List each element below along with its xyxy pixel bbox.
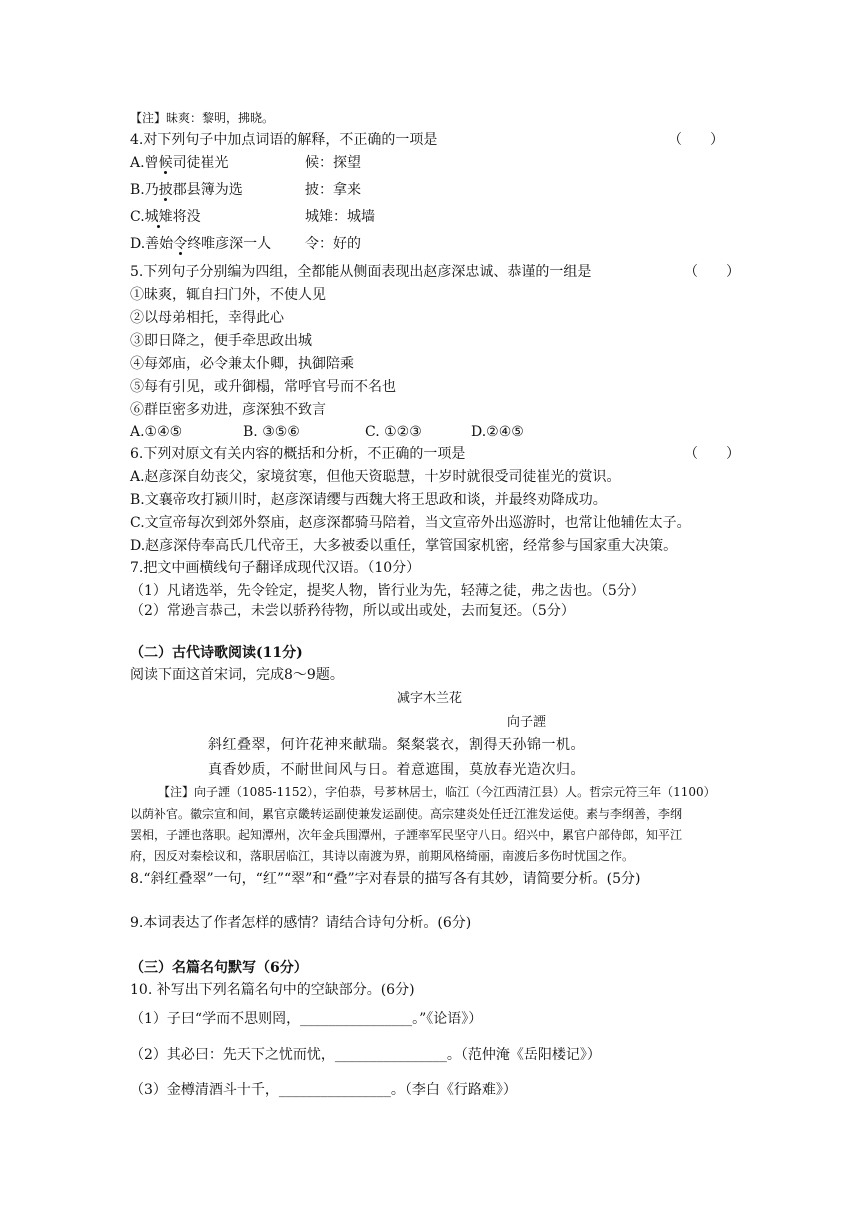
section-3-title: （三）名篇名句默写（6分）	[130, 960, 308, 976]
question-4-stem: 4.对下列句子中加点词语的解释，不正确的一项是	[130, 132, 438, 148]
q5-item-4: ④每郊庙，必令兼太仆卿，执御陪乘	[130, 356, 354, 372]
answer-paren: （ ）	[668, 132, 724, 148]
option-c-gloss: 城雉：城墙	[305, 209, 375, 225]
q5-choice-a: A.①④⑤	[130, 424, 183, 440]
q5-item-5: ⑤每有引见，或升御榻，常呼官号而不名也	[130, 379, 396, 395]
dotted-word: 令	[173, 236, 188, 252]
poem-line-2: 真香妙质，不耐世间风与日。着意遮围，莫放春光造次归。	[208, 762, 585, 778]
question-8: 8.“斜红叠翠”一句，“红”“翠”和“叠”字对春景的描写各有其妙，请简要分析。(5分)	[130, 871, 641, 887]
q5-choice-b: B. ③⑤⑥	[243, 424, 300, 440]
question-9: 9.本词表达了作者怎样的感情？请结合诗句分析。(6分)	[130, 915, 472, 931]
option-b-gloss: 披：拿来	[305, 182, 361, 198]
annotation-note: 【注】昧爽：黎明，拂晓。	[130, 111, 275, 125]
q6-option-c: C.文宣帝每次到郊外祭庙，赵彦深都骑马陪着，当文宣帝外出巡游时，也常让他辅佐太子。	[130, 515, 691, 531]
poem-line-1: 斜红叠翠，何许花神来献瑞。粲粲裳衣，割得天孙锦一机。	[208, 737, 585, 753]
q6-option-a: A.赵彦深自幼丧父，家境贫寒，但他天资聪慧，十岁时就很受司徒崔光的赏识。	[130, 469, 621, 485]
fill-blank-1: （1）子曰“学而不思则罔，________________。”《论语》）	[130, 1011, 483, 1027]
option-b: B.乃披郡县簿为选	[130, 182, 243, 198]
answer-paren: （ ）	[684, 264, 740, 280]
poem-note-line-1: 【注】向子諲（1085-1152），字伯恭，号芗林居士，临江（今江西清江县）人。哲宗元符三年（1100）	[158, 785, 716, 799]
question-6-stem: 6.下列对原文有关内容的概括和分析，不正确的一项是	[130, 446, 466, 462]
poem-title: 减字木兰花	[397, 691, 463, 706]
poem-note-line-4: 府，因反对秦桧议和，落职居临江，其诗以南渡为界，前期风格绮丽，南渡后多伤时忧国之作。	[130, 849, 635, 863]
question-5-stem: 5.下列句子分别编为四组，全都能从侧面表现出赵彦深忠诚、恭谨的一组是	[130, 264, 592, 280]
q7-sentence-1: （1）凡诸选举，先令铨定，提奖人物，皆行业为先，轻薄之徒，弗之齿也。（5分）	[130, 583, 645, 599]
question-10: 10. 补写出下列名篇名句中的空缺部分。(6分)	[130, 982, 415, 998]
option-c: C.城雉将没	[130, 209, 201, 225]
q6-option-d: D.赵彦深侍奉高氏几代帝王，大多被委以重任，掌管国家机密，经常参与国家重大决策。	[130, 538, 678, 554]
q7-sentence-2: （2）常逊言恭己，未尝以骄矜待物，所以或出或处，去而复还。（5分）	[130, 603, 575, 619]
fill-blank-3: （3）金樽清酒斗十千，________________。（李白《行路难》）	[130, 1082, 517, 1098]
section-2-intro: 阅读下面这首宋词，完成8～9题。	[130, 667, 344, 683]
option-a: A.曾候司徒崔光	[130, 155, 229, 171]
option-d: D.善始令终唯彦深一人	[130, 236, 272, 252]
poem-note-line-2: 以荫补官。徽宗宣和间，累官京畿转运副使兼发运副使。高宗建炎处任迁江淮发运使。素与李纲善，李纲	[130, 807, 683, 821]
q5-choice-c: C. ①②③	[365, 424, 422, 440]
fill-blank-2: （2）其必曰：先天下之忧而忧，________________。（范仲淹《岳阳楼记》）	[130, 1047, 601, 1063]
poem-author: 向子諲	[507, 715, 547, 730]
dotted-word: 候	[158, 155, 173, 171]
q5-item-1: ①昧爽，辄自扫门外，不使人见	[130, 287, 326, 303]
q5-item-3: ③即日降之，便手牵思政出城	[130, 333, 312, 349]
option-a-gloss: 候：探望	[305, 155, 361, 171]
option-d-gloss: 令：好的	[305, 236, 361, 252]
section-2-title: （二）古代诗歌阅读(11分)	[130, 645, 303, 661]
question-7-stem: 7.把文中画横线句子翻译成现代汉语。（10分）	[130, 560, 421, 576]
poem-note-line-3: 罢相，子諲也落职。起知潭州，次年金兵围潭州，子諲率军民坚守八日。绍兴中，累官户部侍郎，知平江	[130, 828, 683, 842]
q5-item-6: ⑥群臣密多劝进，彦深独不致言	[130, 402, 326, 418]
q5-choice-d: D.②④⑤	[471, 424, 524, 440]
q6-option-b: B.文襄帝攻打颍川时，赵彦深请缨与西魏大将王思政和谈，并最终劝降成功。	[130, 492, 607, 508]
answer-paren: （ ）	[684, 446, 740, 462]
q5-item-2: ②以母弟相托，幸得此心	[130, 310, 284, 326]
dotted-word: 城雉	[144, 209, 173, 225]
dotted-word: 披	[158, 182, 173, 198]
